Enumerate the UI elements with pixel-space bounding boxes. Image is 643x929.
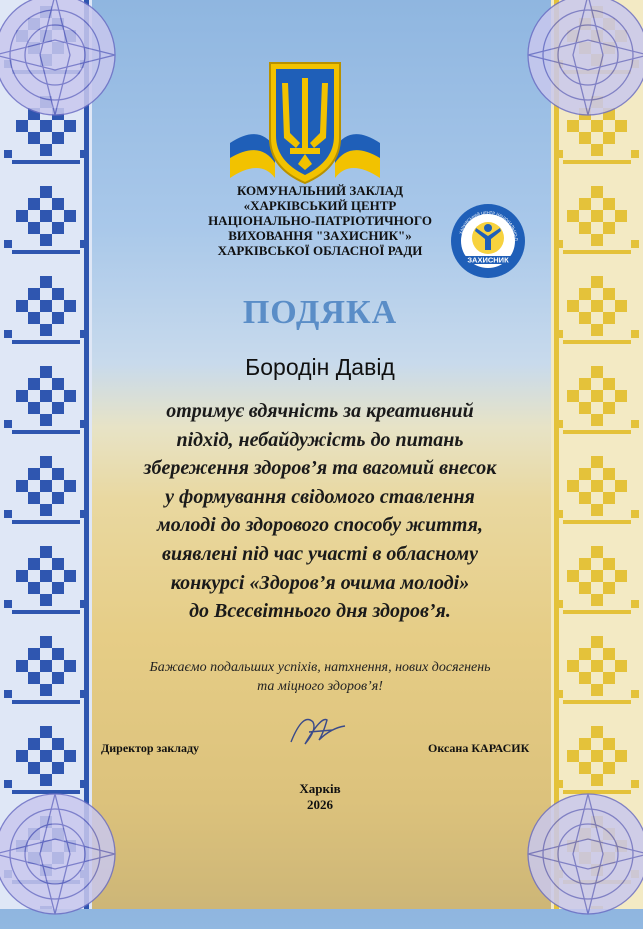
award-text-line: виявлені під час участі в обласному [162, 542, 478, 565]
corner-rosette-top-right [513, 0, 643, 130]
org-line: НАЦІОНАЛЬНО-ПАТРІОТИЧНОГО [208, 213, 432, 228]
handwritten-signature-icon [283, 704, 353, 754]
award-text-line: до Всесвітнього дня здоров’я. [189, 600, 451, 623]
signer-name: Оксана КАРАСИК [428, 741, 530, 755]
wishes-line: Бажаємо подальших успіхів, натхнення, нових досягнень [149, 660, 491, 675]
left-ornament-border [0, 0, 92, 909]
year: 2026 [307, 797, 333, 812]
director-label: Директор закладу [101, 741, 200, 755]
wishes-line: та міцного здоров’я! [257, 679, 383, 694]
org-line: ХАРКІВСЬКОЇ ОБЛАСНОЇ РАДИ [217, 243, 423, 258]
org-line: ВИХОВАННЯ "ЗАХИСНИК"» [228, 228, 412, 243]
logo-ring-text: ХАРКІВСЬКИЙ ЦЕНТР НАЦІОНАЛЬНО-П [457, 209, 520, 241]
corner-rosette-top-left [0, 0, 130, 130]
award-text [108, 397, 532, 626]
logo-text: ЗАХИСНИК [467, 255, 509, 265]
award-text-line: молоді до здорового способу життя, [157, 514, 483, 537]
org-line: КОМУНАЛЬНИЙ ЗАКЛАД [236, 183, 404, 198]
place-and-date [270, 781, 370, 813]
recipient-name: Бородін Давід [245, 354, 395, 380]
award-text-line: у формування свідомого ставлення [165, 485, 475, 508]
corner-rosette-bottom-left [0, 779, 130, 929]
page-title: ПОДЯКА [242, 294, 398, 331]
award-text-line: збереження здоров’я та вагомий внесок [143, 457, 497, 480]
org-line: «ХАРКІВСЬКИЙ ЦЕНТР [243, 198, 397, 213]
city: Харків [299, 781, 341, 796]
right-ornament-border [551, 0, 643, 909]
award-text-line: підхід, небайдужість до питань [176, 428, 464, 451]
corner-rosette-bottom-right [513, 779, 643, 929]
organization-name [150, 183, 490, 258]
award-text-line: конкурсі «Здоров’я очима молоді» [170, 571, 470, 594]
award-text-line: отримує вдячність за креативний [166, 400, 474, 422]
trident-emblem-icon [230, 48, 380, 198]
zakhysnyk-logo-icon [449, 202, 527, 280]
wishes-text [100, 658, 540, 696]
